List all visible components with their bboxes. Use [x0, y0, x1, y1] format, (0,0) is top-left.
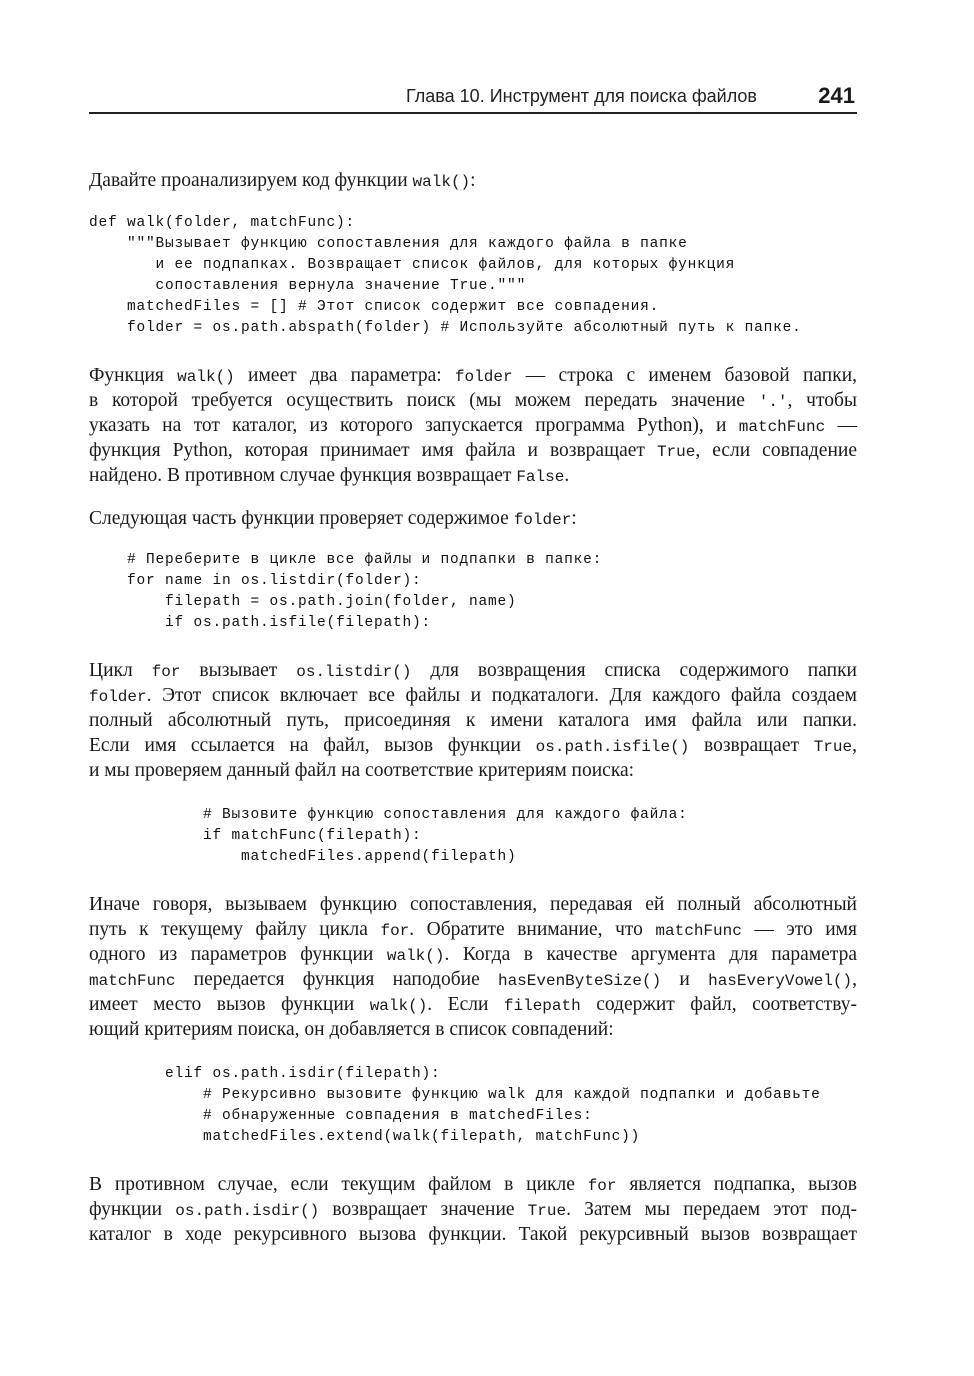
paragraph — [89, 168, 857, 193]
text-line — [89, 992, 857, 1017]
code-line: """Вызывает функцию сопоставления для каждого файла в папке — [89, 236, 688, 252]
text-run: Цикл — [89, 660, 152, 681]
inline-code: folder — [513, 511, 572, 529]
code-line: # Рекурсивно вызовите функцию walk для каждой подпапки и добавьте — [89, 1087, 821, 1103]
text-line — [89, 413, 857, 438]
code-line: matchedFiles.extend(walk(filepath, matchFunc)) — [89, 1129, 641, 1145]
code-line: if matchFunc(filepath): — [89, 828, 422, 844]
text-line — [89, 683, 857, 708]
inline-code: os.path.isdir() — [175, 1202, 320, 1220]
text-line — [89, 463, 857, 488]
text-line — [89, 917, 857, 942]
text-line — [89, 758, 857, 783]
text-run: , — [852, 735, 857, 756]
inline-code: matchFunc — [738, 418, 826, 436]
text-run: В противном случае, если текущим файлом в цикле — [89, 1174, 588, 1195]
inline-code: for — [587, 1177, 617, 1195]
text-line — [89, 1172, 857, 1197]
inline-code: walk() — [412, 173, 471, 191]
paragraph — [89, 506, 857, 531]
inline-code: folder — [89, 688, 147, 706]
text-run: указать на тот каталог, из которого запускается программа Python), и — [89, 415, 739, 436]
text-run: : — [470, 170, 476, 191]
inline-code: for — [151, 663, 181, 681]
chapter-title: Глава 10. Инструмент для поиска файлов — [406, 86, 757, 106]
inline-code: True — [527, 1202, 567, 1220]
text-run: . Обратите внимание, что — [409, 919, 656, 940]
text-run: — это имя — [741, 919, 857, 940]
text-run: одного из параметров функции — [89, 944, 387, 965]
code-listing — [89, 1064, 821, 1148]
inline-code: False — [516, 468, 565, 486]
text-run: . — [564, 465, 570, 486]
text-run: Функция — [89, 365, 178, 386]
text-line — [89, 708, 857, 733]
text-run: Если имя ссылается на файл, вызов функции — [89, 735, 536, 756]
text-line — [89, 733, 857, 758]
text-run: каталог в ходе рекурсивного вызова функции. Такой рекурсивный вызов возвращает — [89, 1224, 857, 1245]
inline-code: '.' — [758, 393, 788, 411]
text-run: имеет два параметра: — [234, 365, 455, 386]
inline-code: filepath — [503, 997, 581, 1015]
text-line — [89, 388, 857, 413]
text-line — [89, 438, 857, 463]
text-run: является подпапка, вызов — [616, 1174, 857, 1195]
text-run: Иначе говоря, вызываем функцию сопоставления, передавая ей полный абсолютный — [89, 894, 857, 915]
code-line: # Переберите в цикле все файлы и подпапки в папке: — [89, 552, 603, 568]
paragraph — [89, 1172, 857, 1247]
text-run: путь к текущему файлу цикла — [89, 919, 381, 940]
text-line — [89, 168, 857, 193]
text-run: возвращает значение — [319, 1199, 528, 1220]
text-line — [89, 506, 857, 531]
text-run: и мы проверяем данный файл на соответствие критериям поиска: — [89, 760, 635, 781]
inline-code: walk() — [386, 947, 445, 965]
inline-code: os.path.isfile() — [535, 738, 690, 756]
text-run: передается функция наподобие — [175, 969, 498, 990]
text-run: Давайте проанализируем код функции — [89, 170, 413, 191]
code-listing — [89, 213, 802, 339]
code-line: сопоставления вернула значение True.""" — [89, 278, 527, 294]
inline-code: for — [380, 922, 410, 940]
text-line — [89, 1197, 857, 1222]
text-run: содержит файл, соответству- — [580, 994, 857, 1015]
code-listing — [89, 805, 688, 868]
code-line: filepath = os.path.join(folder, name) — [89, 594, 517, 610]
text-run: : — [571, 508, 577, 529]
code-line: elif os.path.isdir(filepath): — [89, 1066, 441, 1082]
inline-code: hasEveryVowel() — [708, 972, 853, 990]
text-line — [89, 1222, 857, 1247]
page-number: 241 — [818, 83, 855, 108]
inline-code: True — [656, 443, 696, 461]
text-run: имеет место вызов функции — [89, 994, 370, 1015]
text-line — [89, 658, 857, 683]
paragraph — [89, 658, 857, 783]
text-line — [89, 363, 857, 388]
text-run: ющий критериям поиска, он добавляется в список совпадений: — [89, 1019, 614, 1040]
text-run: , — [852, 969, 857, 990]
inline-code: os.listdir() — [296, 663, 412, 681]
code-line: # Вызовите функцию сопоставления для каждого файла: — [89, 807, 688, 823]
text-run: . Этот список включает все файлы и подкаталоги. Для каждого файла создаем — [146, 685, 857, 706]
text-line — [89, 967, 857, 992]
header-rule — [89, 112, 857, 114]
text-run: , если совпадение — [695, 440, 857, 461]
code-line: def walk(folder, matchFunc): — [89, 215, 356, 231]
text-run: . Затем мы передаем этот под- — [566, 1199, 857, 1220]
inline-code: folder — [454, 368, 513, 386]
text-run: в которой требуется осуществить поиск (мы можем передать значение — [89, 390, 759, 411]
text-run: . Когда в качестве аргумента для параметра — [444, 944, 857, 965]
text-run: функции — [89, 1199, 176, 1220]
text-line — [89, 892, 857, 917]
inline-code: matchFunc — [89, 972, 176, 990]
text-run: для возвращения списка содержимого папки — [411, 660, 857, 681]
code-line: folder = os.path.abspath(folder) # Используйте абсолютный путь к папке. — [89, 320, 802, 336]
paragraph — [89, 892, 857, 1042]
code-line: matchedFiles.append(filepath) — [89, 849, 517, 865]
paragraph — [89, 363, 857, 488]
code-listing — [89, 550, 602, 634]
code-line: matchedFiles = [] # Этот список содержит все совпадения. — [89, 299, 660, 315]
inline-code: hasEvenByteSize() — [497, 972, 662, 990]
inline-code: matchFunc — [655, 922, 742, 940]
running-header — [89, 84, 857, 112]
text-run: и — [661, 969, 709, 990]
text-line — [89, 942, 857, 967]
text-run: найдено. В противном случае функция возвращает — [89, 465, 517, 486]
text-run: . Если — [427, 994, 504, 1015]
inline-code: walk() — [369, 997, 428, 1015]
code-line: и ее подпапках. Возвращает список файлов, для которых функция — [89, 257, 736, 273]
text-run: — строка с именем базовой папки, — [512, 365, 858, 386]
text-run: полный абсолютный путь, присоединяя к имени каталога имя файла или папки. — [89, 710, 857, 731]
inline-code: walk() — [177, 368, 235, 386]
text-run: — — [825, 415, 858, 436]
code-line: for name in os.listdir(folder): — [89, 573, 422, 589]
text-run: , чтобы — [787, 390, 857, 411]
text-run: Следующая часть функции проверяет содержимое — [89, 508, 514, 529]
text-run: возвращает — [689, 735, 814, 756]
text-run: вызывает — [180, 660, 297, 681]
code-line: # обнаруженные совпадения в matchedFiles: — [89, 1108, 593, 1124]
inline-code: True — [813, 738, 853, 756]
code-line: if os.path.isfile(filepath): — [89, 615, 432, 631]
text-line — [89, 1017, 857, 1042]
text-run: функция Python, которая принимает имя файла и возвращает — [89, 440, 657, 461]
